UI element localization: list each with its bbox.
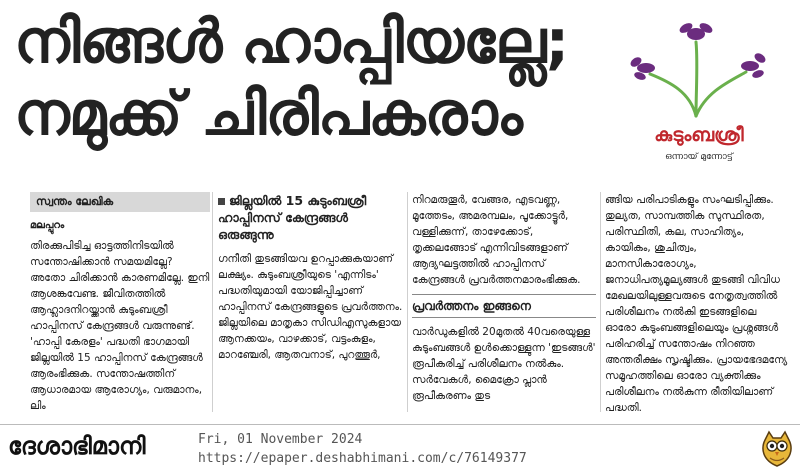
logo-tagline: ഒന്നായ് മുന്നോട്ട് [665,152,733,162]
column-4-text: ങ്ങിയ പരിപാടികളും സംഘടിപ്പിക്കും. തുല്യത, സാമ്പത്തിക സുസ്ഥിരത, പരിസ്ഥിതി, കല, സാഹിത്യം, കായികം, ശുചിത്വം, മാനസികാരോഗ്യം, ജനാധിപത്യമൂല്യങ്ങൾ തുടങ്ങി വിവിധ മേഖലയിലുള്ളവരുടെ നേതൃത്വത്തിൽ പരിശീലനം നൽകി ഇടങ്ങളിലെ ഓരോ കുടുംബങ്ങളിലെയും പ്രശ്നങ്ങൾ പരിഹരിച്ച് സന്തോഷം നിറഞ്ഞ അന്തരീക്ഷം സൃഷ്ടിക്കും. പ്രായഭേദമന്യേ സമൂഹത്തിലെ ഓരോ വ്യക്തിക്കും പരിശീലനം നൽകുന്ന രീതിയിലാണ് പദ്ധതി. [605,194,788,414]
article-column-1 [30,192,210,414]
article-column-4 [605,192,789,416]
column-divider [407,192,408,412]
owl-icon [760,430,794,468]
newspaper-masthead: ദേശാഭിമാനി [8,432,146,460]
footer [0,424,800,472]
column-divider [600,192,601,412]
kudumbashree-logo [598,12,794,180]
headline-line-2: നമുക്ക് ചിരിപകരാം [14,79,522,149]
subheadline [218,192,404,243]
section-heading: പ്രവർത്തനം ഇങ്ങനെ [412,294,596,318]
footer-divider [0,424,800,425]
column-1-text: തിരക്കുപിടിച്ച ഓട്ടത്തിനിടയിൽ സന്തോഷിക്കാൻ സമയമില്ലേ? അതോ ചിരിക്കാൻ കാരണമില്ലേ. ഇനി ആശങ്കവേണ്ട. ജീവിതത്തിൽ ആഹ്ലാദനിറയ്ക്കാൻ കുടുംബശ്രീ ഹാപ്പിനസ് കേന്ദ്രങ്ങൾ വരുന്നുണ്ട്. 'ഹാപ്പി കേരളം' പദ്ധതി ഭാഗമായി ജില്ലയിൽ 15 ഹാപ്പിനസ് കേന്ദ്രങ്ങൾ ആരംഭിക്കുക. സന്തോഷത്തിന് ആധാരമായ ആരോഗ്യം, വരുമാനം, ലിം [30,240,210,412]
column-2-text: ഗനീതി തുടങ്ങിയവ ഉറപ്പാക്കുകയാണ് ലക്ഷ്യം. കുടുംബശ്രീയുടെ 'എന്നിടം' പദ്ധതിയുമായി യോജിപ്പിച്ചാണ് ഹാപ്പിനസ് കേന്ദ്രങ്ങളുടെ പ്രവർത്തനം. ജില്ലയിലെ മാതൃകാ സിഡിഎസുകളായ ആനക്കയം, വാഴക്കാട്, വട്ടംകുളം, മാറഞ്ചേരി, ആതവനാട്, പുറത്തൂർ, [218,253,403,361]
column-3-text-top: നിറമരുതൂർ, വേങ്ങര, എടവണ്ണ, മൂത്തേടം, അമരമ്പലം, പൂക്കോട്ടൂർ, വള്ളിക്കുന്ന്, താഴേക്കോട്, തൃക്കലങ്ങോട് എന്നിവിടങ്ങളാണ് ആദ്യഘട്ടത്തിൽ ഹാപ്പിനസ് കേന്ദ്രങ്ങൾ പ്രവർത്തനമാരംഭിക്കുക. [412,194,581,286]
column-3-text-bottom: വാർഡുകളിൽ 20മുതൽ 40വരെയുള്ള കുടുംബങ്ങൾ ഉൾക്കൊള്ളുന്ന 'ഇടങ്ങൾ' രൂപീകരിച്ച് പരിശീലനം നൽകും. സർവേകൾ, മൈക്രോ പ്ലാൻ രൂപീകരണം തുട [412,326,596,402]
edition-meta [198,430,527,468]
logo-name: കുടുംബശ്രീ [654,124,744,146]
edition-url[interactable]: https://epaper.deshabhimani.com/c/76149377 [198,451,527,466]
column-divider [212,192,213,412]
headline [14,6,594,166]
byline: സ്വന്തം ലേഖിക [30,192,210,212]
dateline-place: മലപ്പുറം [30,220,65,231]
edition-date: Fri, 01 November 2024 [198,432,363,447]
subheadline-text: ജില്ലയിൽ 15 കുടുംബശ്രീ ഹാപ്പിനസ് കേന്ദ്രങ്ങൾ ഒരുങ്ങുന്നു [218,193,367,242]
article-column-3 [412,192,596,404]
kudumbashree-flower-icon [610,12,782,124]
headline-line-1: നിങ്ങൾ ഹാപ്പിയല്ലേ; [14,7,569,77]
article-column-2 [218,192,404,363]
bullet-square-icon [218,198,225,205]
